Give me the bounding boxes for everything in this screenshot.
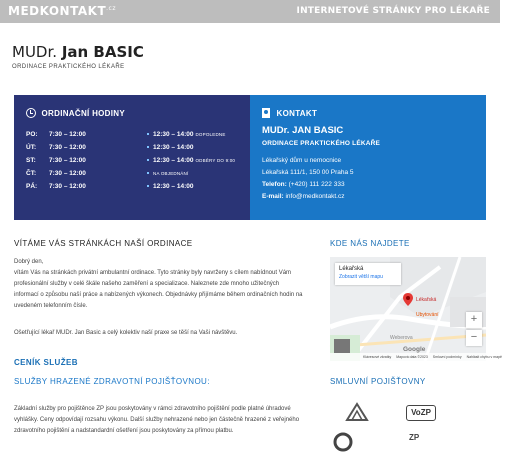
insurer-logo-3	[332, 432, 354, 452]
zoom-out-button[interactable]: −	[466, 330, 482, 346]
opening-hours-panel: ORDINAČNÍ HODINY PO: 7:30 – 12:00 12:30 – 14:00 DOPOLEDNE ÚT: 7:30 – 12:00 12:30 – 14:00 ST: 7:30 – 12:00 12:30 – 14:00 ODBĚRY DO 9:00 ČT: 7:30 – 12:00 NA OBJEDNÁNÍ PÁ: 7:30 – 12:00 12:30 – 14:00	[14, 95, 250, 220]
map-footer: Klávesové zkratky Mapová data ©2023 Smluvní podmínky Nahlásit chybu v mapě	[330, 353, 486, 361]
contact-panel	[250, 95, 486, 220]
doctor-title: MUDr.	[12, 43, 58, 61]
insurer-logo-zp: ZP	[409, 433, 420, 442]
site-tagline: INTERNETOVÉ STRÁNKY PRO LÉKAŘE	[296, 6, 490, 16]
contact-address-2: Lékařská 111/1, 150 00 Praha 5	[262, 169, 354, 176]
map-place-card: Lékařská Zobrazit větší mapu	[335, 263, 401, 285]
contact-address-1: Lékařský dům u nemocnice	[262, 157, 342, 164]
contact-phone: Telefon: (+420) 111 222 333	[262, 181, 345, 188]
map-heading: KDE NÁS NAJDETE	[330, 239, 410, 248]
google-logo: Google	[403, 346, 426, 353]
larger-map-link[interactable]: Zobrazit větší mapu	[339, 274, 383, 280]
email-link[interactable]: info@medkontakt.cz	[285, 193, 345, 200]
contact-doctor-name: MUDr. JAN BASIC	[262, 125, 344, 136]
contact-email: E-mail: info@medkontakt.cz	[262, 193, 345, 200]
welcome-signature: Ošetřující lékař MUDr. Jan Basic a celý kolektiv naší praxe se těší na Vaši návštěvu.	[14, 330, 238, 336]
site-logo[interactable]: $MEDKONTAKT^{.cz}$	[8, 4, 116, 18]
welcome-text: Dobrý den, vítám Vás na stránkách privátní ambulantní ordinace. Tyto stránky byly navrženy s cílem nabídnout Vám profesionální služby v celé škále našeho zaměření a specializace. Naleznete zde mnoho užitečných informací o způsobu naší práce a nabízených výkonech. Objednávky přijímáme během ordinačních hodin na uvedeném telefonním čísle.	[14, 259, 303, 309]
contact-title: KONTAKT	[262, 108, 317, 118]
welcome-heading: VÍTÁME VÁS STRÁNKÁCH NAŠÍ ORDINACE	[14, 239, 193, 248]
contact-card-icon	[262, 108, 270, 118]
contact-subtitle: ORDINACE PRAKTICKÉHO LÉKAŘE	[262, 140, 381, 147]
insurer-logo-vozp: VoZP	[406, 405, 436, 421]
embedded-map[interactable]	[330, 257, 503, 361]
page-title	[12, 43, 144, 61]
page-subtitle: ORDINACE PRAKTICKÉHO LÉKAŘE	[12, 64, 125, 70]
opening-hours-title: ORDINAČNÍ HODINY	[26, 108, 125, 118]
pricing-text: Základní služby pro pojištěnce ZP jsou poskytovány v rámci zdravotního pojištění podle platné úhradové vyhlášky. Ceny odpovídají rozsahu výkonu. Další služby nehrazené nebo jen částečně hrazené z veřejného zdravotního pojištění a nadstandardní ošetření jsou poskytovány za přímou platbu.	[14, 406, 300, 434]
street-view-icon[interactable]	[334, 339, 350, 353]
pricing-subheading: SLUŽBY HRAZENÉ ZDRAVOTNÍ POJIŠŤOVNOU:	[14, 377, 210, 386]
doctor-name: Jan BASIC	[61, 43, 144, 61]
map-pin-icon[interactable]	[403, 293, 413, 306]
insurer-logo-1	[344, 402, 370, 422]
map-poi-label: Ubytování	[416, 312, 439, 318]
map-street-label: Weberova	[390, 335, 413, 341]
top-bar	[0, 0, 500, 23]
clock-icon	[26, 108, 36, 118]
insurers-heading: SMLUVNÍ POJIŠŤOVNY	[330, 377, 426, 386]
zoom-in-button[interactable]: +	[466, 312, 482, 328]
phone-link[interactable]: (+420) 111 222 333	[288, 181, 345, 188]
pricing-heading: CENÍK SLUŽEB	[14, 358, 78, 367]
map-pin-label: Lékařská	[416, 297, 437, 303]
